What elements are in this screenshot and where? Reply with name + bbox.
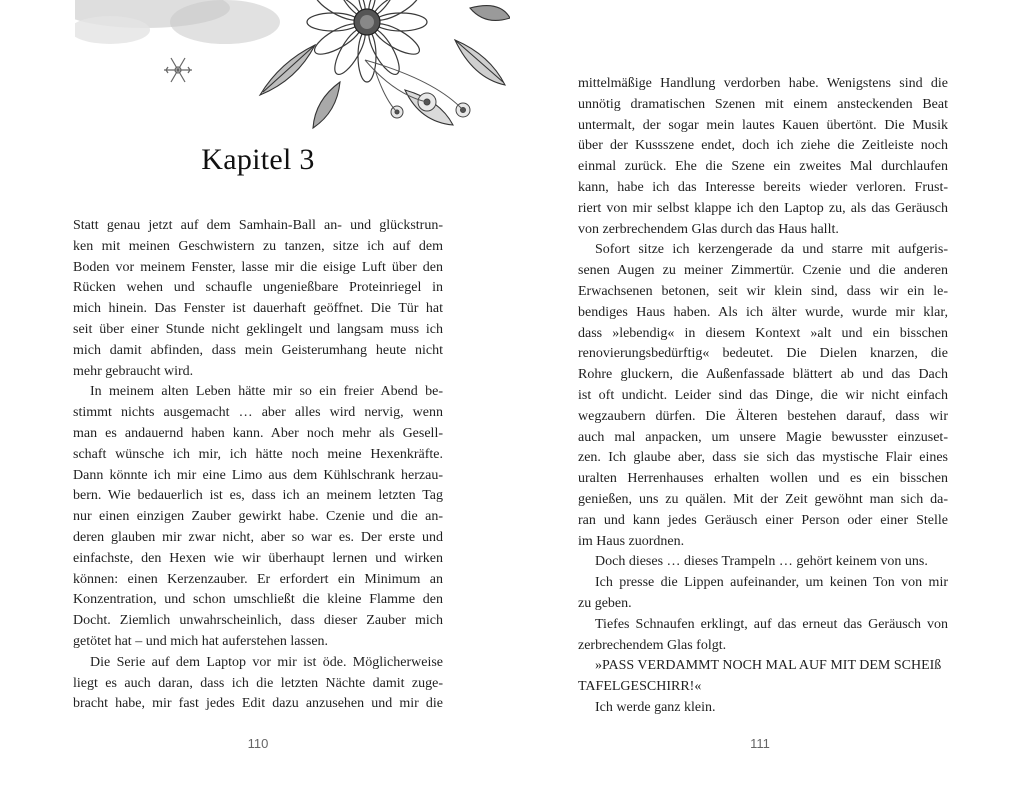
text-line: im Haus zuordnen. <box>578 533 685 549</box>
text-line: unnötig dramatischen Szenen mit einem ansteckenden Beat <box>578 96 948 112</box>
text-line: TAFELGESCHIRR!« <box>578 679 702 695</box>
text-line: getötet hat – und mich hat auferstehen lassen. <box>73 633 329 649</box>
text-line: wegzaubern dürfen. Die Älteren bestehen darauf, dass wir <box>578 408 948 424</box>
page-number-right: 111 <box>750 736 770 751</box>
text-line: man es andauernd haben kann. Aber noch mehr als Gesell- <box>73 425 443 441</box>
text-line: bendiges Haus haben. Als ich älter wurde, wurde mir klar, <box>578 304 948 320</box>
left-page-text <box>73 216 443 715</box>
text-line: dass »lebendig« in diesem Kontext »alt und ein bisschen <box>578 325 948 341</box>
right-page-text <box>578 74 948 719</box>
text-line: Doch dieses … dieses Trampeln … gehört keinem von uns. <box>595 554 928 570</box>
text-line: Sofort sitze ich kerzengerade da und starre mit aufgeris- <box>595 242 948 258</box>
text-line: Ich werde ganz klein. <box>595 699 716 715</box>
text-line: Die Serie auf dem Laptop vor mir ist öde. Möglicherweise <box>90 654 443 670</box>
text-line: genießen, uns zu quälen. Mit der Zeit gewöhnt man sich da- <box>578 491 948 507</box>
text-line: Erwachsenen betonen, seit wir klein sind, dass wir ein le- <box>578 283 948 299</box>
text-line: zerbrechendem Glas folgt. <box>578 637 727 653</box>
text-line: liegt es auch daran, dass ich die letzten Nächte damit zuge- <box>73 675 443 691</box>
text-line: Boden vor meinem Fenster, lasse mir die eisige Luft über den <box>73 259 443 275</box>
text-line: Docht. Ziemlich unwahrscheinlich, dass dieser Zauber mich <box>73 613 443 629</box>
text-line: einmal zurück. Ehe die Szene ein zweites Mal durchlaufen <box>578 159 948 175</box>
text-line: renovierungsbedürftig« bedeutet. Die Dielen knarzen, die <box>578 346 948 362</box>
text-line: Ich presse die Lippen aufeinander, um keinen Ton von mir <box>595 575 948 591</box>
text-line: deren glauben mir zwar nicht, aber so war es. Der erste und <box>73 529 443 545</box>
text-line: kann, habe ich das Interesse bereits wieder verloren. Frust- <box>578 179 948 195</box>
text-line: bern. Wie bedauerlich ist es, dass ich an meinem letzten Tag <box>73 488 443 504</box>
snowflake-icon <box>164 58 192 82</box>
text-line: In meinem alten Leben hätte mir so ein freier Abend be- <box>90 384 443 400</box>
page-number-left: 110 <box>247 736 269 751</box>
text-line: einfachste, den Hexen wie wir überhaupt lernen und wirken <box>73 550 443 566</box>
text-line: schaft wünsche ich mir, ich hätte noch meine Hexenkräfte. <box>73 446 443 462</box>
text-line: untermalt, der sogar mein lautes Kauen übertönt. Die Musik <box>578 117 948 133</box>
text-line: mich damit abfinden, dass mein Geisterumhang heute nicht <box>73 342 443 358</box>
text-line: mich hinein. Das Fenster ist dauerhaft geöffnet. Die Tür hat <box>73 301 443 317</box>
text-line: Dann könnte ich mir eine Limo aus dem Kühlschrank herzau- <box>73 467 443 483</box>
text-line: seit über einer Stunde nicht geklingelt und langsam muss ich <box>73 321 443 337</box>
text-line: mittelmäßige Handlung verdorben habe. Wenigstens sind die <box>578 76 948 91</box>
text-line: Konzentration, und schon umschließt die kleine Flamme den <box>73 592 443 608</box>
text-line: zen. Ich glaube aber, dass sie sich das mystische Flair eines <box>578 450 948 466</box>
text-line: ken mit meinen Geschwistern zu tanzen, sitze ich auf dem <box>73 238 443 254</box>
chapter-title: Kapitel 3 <box>201 143 315 176</box>
text-line: mehr gebraucht wird. <box>73 363 194 379</box>
text-line: bracht habe, mir fast jedes Edit dazu anzusehen und mir die <box>73 696 443 712</box>
text-line: riert von mir selbst klappe ich den Laptop zu, als das Geräusch <box>578 200 948 216</box>
text-line: senen Augen zu meiner Zimmertür. Czenie und die anderen <box>578 263 948 279</box>
text-line: über der Kussszene endet, doch ich ziehe die Zeitleiste noch <box>578 138 948 154</box>
text-line: Rücken wehen und schaufle ungenießbare Proteinriegel in <box>73 280 443 296</box>
leaf-icon <box>260 6 510 128</box>
text-line: »PASS VERDAMMT NOCH MAL AUF MIT DEM SCHEIß <box>595 658 942 674</box>
text-line: können: einen Kerzenzauber. Er erfordert ein Minimum an <box>73 571 443 587</box>
text-line: von zerbrechendem Glas durch das Haus hallt. <box>578 221 839 237</box>
floral-illustration <box>75 0 510 132</box>
text-line: Rohre gluckern, die Außenfassade blättert ab und das Dach <box>578 367 948 383</box>
text-line: auch mal anpacken, um unsere Magie bewusster einzuset- <box>578 429 948 445</box>
flower-icon <box>307 0 427 82</box>
text-line: Statt genau jetzt auf dem Samhain-Ball an- und glückstrun- <box>73 218 443 233</box>
text-line: Tiefes Schnaufen erklingt, auf das erneut das Geräusch von <box>595 616 948 632</box>
text-line: ran und kann jedes Geräusch einer Person oder einer Stelle <box>578 512 948 528</box>
right-page <box>510 0 1020 812</box>
text-line: zu geben. <box>578 595 632 611</box>
text-line: uralten Herrenhauses erhalten wollen und es ein bisschen <box>578 471 948 487</box>
text-line: nur einen einzigen Zauber gewirkt habe. Czenie und die an- <box>73 509 443 525</box>
text-line: stimmt nichts ausgemacht … aber alles wird nervig, wenn <box>73 405 443 421</box>
text-line: ist oft undicht. Leider sind das Dinge, die wir nicht einfach <box>578 387 948 403</box>
